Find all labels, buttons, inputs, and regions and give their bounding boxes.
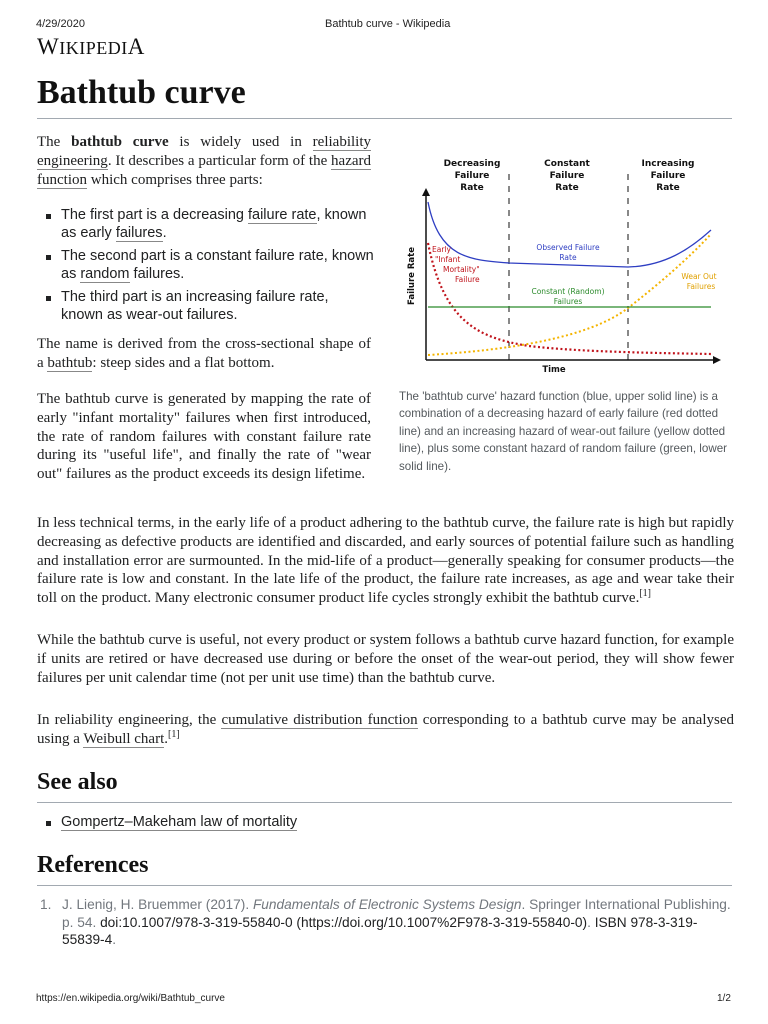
link-bathtub[interactable]: bathtub bbox=[47, 354, 93, 371]
print-date: 4/29/2020 bbox=[36, 18, 85, 30]
y-axis-arrow bbox=[422, 188, 430, 196]
col2-line3: Rate bbox=[555, 183, 579, 193]
intro-paragraph: The bathtub curve is widely used in reliability engineering. It describes a particular form of the hazard function which comprises three parts: bbox=[37, 134, 371, 188]
figure-caption: The 'bathtub curve' hazard function (blue, upper solid line) is a combination of a decreasing hazard of early failure (red dotted line) and an increasing hazard of wear-out failure (yellow dotted line), plus some constant hazard of random failure (green, lower solid line). bbox=[399, 390, 728, 473]
see-also-list bbox=[44, 813, 374, 836]
x-axis-label: Time bbox=[542, 365, 566, 375]
see-also-heading: See also bbox=[37, 769, 118, 795]
see-also-divider bbox=[37, 802, 732, 803]
col2-line2: Failure bbox=[549, 171, 585, 181]
early-label-3: Mortality" bbox=[443, 265, 480, 274]
wearout-label-1: Wear Out bbox=[681, 272, 717, 281]
citation-1[interactable]: [1] bbox=[639, 588, 652, 600]
link-doi[interactable]: doi bbox=[100, 914, 119, 930]
reference-number: 1. bbox=[40, 897, 52, 912]
usefulness-paragraph: While the bathtub curve is useful, not every product or system follows a bathtub curve hazard function, for example if units are retired or have decreased use during or before the onset of the wear-out period, they will show fewer failures per unit calendar time (not per unit use time) than the bathtub curve. bbox=[37, 632, 734, 686]
name-paragraph: The name is derived from the cross-sectional shape of a bathtub: steep sides and a flat bottom. bbox=[37, 336, 371, 371]
link-reliability-engineering[interactable]: reliability engineering bbox=[37, 134, 371, 169]
y-axis-label: Failure Rate bbox=[407, 247, 417, 305]
link-failure-rate[interactable]: failure rate bbox=[247, 207, 317, 223]
observed-label-2: Rate bbox=[559, 253, 577, 262]
reliability-paragraph: In reliability engineering, the cumulative distribution function corresponding to a bathtub curve may be analysed using a Weibull chart.[1] bbox=[37, 712, 734, 747]
col3-line3: Rate bbox=[656, 183, 680, 193]
constant-label-1: Constant (Random) bbox=[531, 287, 605, 296]
footer-page: 1/2 bbox=[717, 993, 731, 1004]
parts-list bbox=[44, 206, 374, 329]
col1-line3: Rate bbox=[460, 183, 484, 193]
wearout-label-2: Failures bbox=[686, 282, 716, 291]
bathtub-curve-figure[interactable] bbox=[399, 148, 734, 380]
constant-label-2: Failures bbox=[553, 297, 583, 306]
link-isbn[interactable]: ISBN bbox=[594, 914, 627, 930]
doi-value[interactable]: :10.1007/978-3-319-55840-0 (https://doi.org/10.1007%2F978-3-319-55840-0) bbox=[118, 914, 588, 930]
mapping-paragraph: The bathtub curve is generated by mapping the rate of early "infant mortality" failures when first introduced, the rate of random failures with constant failure rate during its "useful life", and finally the rate of "wear out" failures as the product exceeds its design lifetime. bbox=[37, 391, 371, 483]
link-failures[interactable]: failures bbox=[115, 225, 163, 241]
col1-line1: Decreasing bbox=[443, 159, 501, 169]
references-heading: References bbox=[37, 852, 149, 878]
col2-line1: Constant bbox=[544, 159, 590, 169]
list-item bbox=[44, 813, 374, 831]
early-label-4: Failure bbox=[455, 275, 480, 284]
page-title: Bathtub curve bbox=[37, 74, 246, 111]
early-label-2: "Infant bbox=[435, 255, 461, 264]
x-axis-arrow bbox=[713, 356, 721, 364]
link-random[interactable]: random bbox=[80, 266, 130, 282]
less-technical-paragraph: In less technical terms, in the early life of a product adhering to the bathtub curve, the failure rate is high but rapidly decreasing as defective products are identified and discarded, and early sources of potential failure such as handling and installation error are surmounted. In the mid-life of a product—generally speaking for consumer products—the failure rate is low and constant. In the late life of the product, the failure rate increases, as age and wear take their toll on the product. Many electronic consumer product life cycles strongly exhibit the bathtub curve.[1] bbox=[37, 515, 734, 607]
observed-label-1: Observed Failure bbox=[536, 243, 600, 252]
isbn-value[interactable]: 978-3-319-55839-4 bbox=[62, 914, 698, 947]
col1-line2: Failure bbox=[454, 171, 490, 181]
title-divider bbox=[37, 118, 732, 119]
link-hazard-function[interactable]: hazard function bbox=[37, 152, 371, 188]
reference-1: 1. J. Lienig, H. Bruemmer (2017). Fundamentals of Electronic Systems Design. Springer International Publishing. p. 54. doi:10.1007/978-3-319-55840-0 (https://doi.org/10.1007%2F978-3-319-55840-0). ISBN 978-3-319-55839-4. bbox=[40, 897, 731, 947]
print-title: Bathtub curve - Wikipedia bbox=[325, 18, 451, 30]
link-cumulative-distribution-function[interactable]: cumulative distribution function bbox=[221, 712, 418, 728]
list-item: The first part is a decreasing failure rate, known as early failures. bbox=[44, 206, 374, 242]
citation-1b[interactable]: [1] bbox=[168, 728, 180, 740]
link-gompertz-makeham[interactable]: Gompertz–Makeham law of mortality bbox=[61, 814, 298, 830]
list-item: The third part is an increasing failure rate, known as wear-out failures. bbox=[44, 288, 374, 324]
wikipedia-logo[interactable]: WIKIPEDIA bbox=[37, 34, 145, 59]
footer-url: https://en.wikipedia.org/wiki/Bathtub_curve bbox=[36, 993, 225, 1004]
col3-line2: Failure bbox=[650, 171, 686, 181]
references-divider bbox=[37, 885, 732, 886]
link-weibull-chart[interactable]: Weibull chart bbox=[83, 730, 165, 747]
col3-line1: Increasing bbox=[641, 159, 695, 169]
list-item: The second part is a constant failure rate, known as random failures. bbox=[44, 247, 374, 283]
early-label-1: Early bbox=[432, 245, 451, 254]
